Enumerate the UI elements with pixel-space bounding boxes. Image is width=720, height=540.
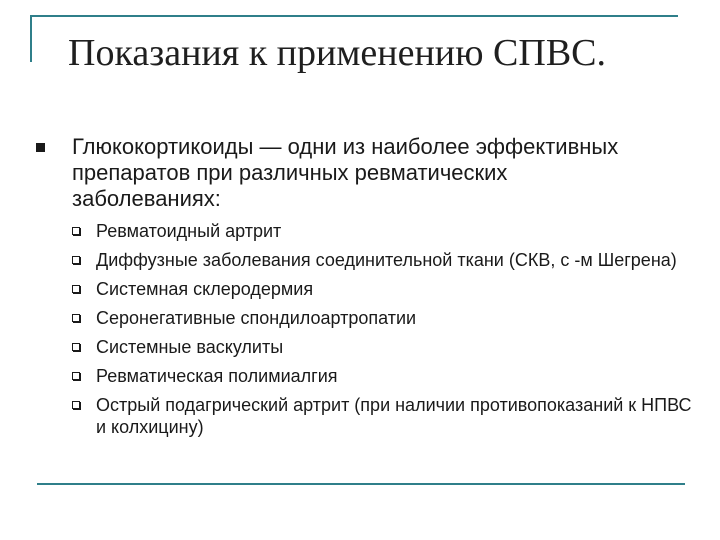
hollow-square-bullet-icon	[72, 372, 80, 380]
list-item-text: Системные васкулиты	[96, 337, 284, 357]
filled-square-bullet-icon	[36, 143, 45, 152]
main-point-text: Глюкокортикоиды — одни из наиболее эффективных препаратов при различных ревматических заболеваниях:	[72, 134, 619, 211]
list-item-text: Ревматическая полимиалгия	[96, 366, 338, 386]
hollow-square-bullet-icon	[72, 314, 80, 322]
list-item-text: Острый подагрический артрит (при наличии противопоказаний к НПВС и колхицину)	[96, 395, 692, 437]
list-item	[72, 249, 692, 271]
footer-divider-line	[37, 483, 685, 485]
list-item-text: Ревматоидный артрит	[96, 221, 282, 241]
slide-title: Показания к применению СПВС.	[68, 32, 607, 74]
list-item-text: Серонегативные спондилоартропатии	[96, 308, 417, 328]
list-item	[72, 278, 692, 300]
title-frame-top-line	[30, 15, 678, 17]
title-frame-left-line	[30, 15, 32, 62]
hollow-square-bullet-icon	[72, 256, 80, 264]
list-item	[72, 220, 692, 242]
list-item	[72, 394, 692, 438]
hollow-square-bullet-icon	[72, 227, 80, 235]
list-item	[72, 336, 692, 358]
indications-list	[72, 220, 692, 445]
list-item	[72, 307, 692, 329]
hollow-square-bullet-icon	[72, 401, 80, 409]
hollow-square-bullet-icon	[72, 343, 80, 351]
list-item-text: Диффузные заболевания соединительной ткани (СКВ, с -м Шегрена)	[96, 250, 677, 270]
list-item	[72, 365, 692, 387]
hollow-square-bullet-icon	[72, 285, 80, 293]
list-item-text: Системная склеродермия	[96, 279, 314, 299]
